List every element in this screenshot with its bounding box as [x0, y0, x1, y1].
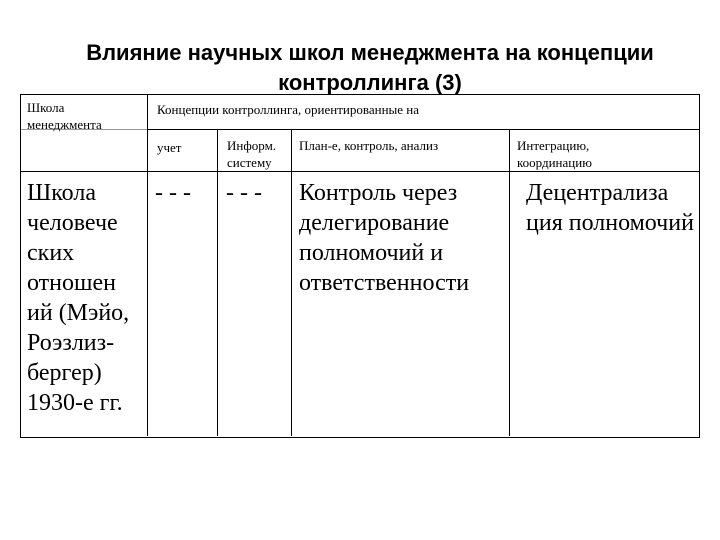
header-concepts-cell: Концепции контроллинга, ориентированные на — [157, 102, 420, 117]
row-integration-cell: Децентрализа ция полномочий — [526, 180, 694, 236]
column-divider-planning — [509, 129, 510, 436]
subheader-divider — [21, 171, 699, 172]
subheader-integration: Интеграцию, координацию — [517, 138, 592, 170]
column-divider-school — [147, 95, 148, 436]
column-divider-accounting — [217, 129, 218, 436]
row-info-system-cell: - - - — [226, 180, 262, 206]
subheader-info-system: Информ. систему — [227, 138, 277, 170]
row-planning-cell: Контроль через делегирование полномочий и ответственности — [299, 180, 470, 296]
row-accounting-cell: - - - — [155, 180, 191, 206]
row-school-cell: Школа человече ских отношен ий (Мэйо, Роэзлиз-бергер) 1930-е гг. — [27, 180, 130, 416]
header-divider — [147, 129, 699, 130]
slide-title-line-1: Влияние научных школ менеджмента на концепции — [86, 40, 654, 65]
subheader-accounting: учет — [157, 140, 182, 155]
header-school-cell: Школа менеджмента — [27, 100, 102, 132]
comparison-table — [20, 94, 700, 438]
subheader-planning: План-е, контроль, анализ — [299, 138, 439, 153]
slide-title — [40, 38, 700, 98]
slide-title-line-2: контроллинга (3) — [278, 70, 462, 95]
column-divider-info-system — [291, 129, 292, 436]
